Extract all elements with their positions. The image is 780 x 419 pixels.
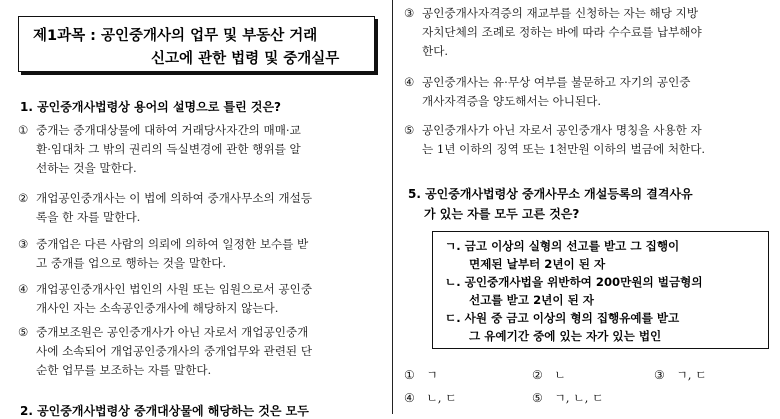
answer-choice-1: [404, 366, 438, 383]
answer-number: ②: [532, 368, 543, 382]
option-text-line: 순한 업무를 보조하는 자를 말한다.: [36, 363, 212, 377]
option-number: ③: [404, 6, 415, 20]
option-text-line: 환·임대차 그 밖의 권리의 득실변경에 관한 행위를 알: [36, 142, 301, 156]
answer-text: ㄴ, ㄷ: [426, 391, 457, 405]
subject-title-line2: 신고에 관한 법령 및 중개실무: [151, 51, 340, 67]
option-text-line: 개사자격증을 양도해서는 아니된다.: [422, 94, 602, 108]
option-number: ⑤: [404, 123, 415, 137]
option-number: ④: [18, 282, 29, 296]
question-5-title-line2: 가 있는 자를 모두 고른 것은?: [424, 207, 580, 221]
answer-choice-3: [654, 366, 707, 383]
answer-text: ㄱ, ㄷ: [676, 368, 707, 382]
question-5-conditions-box: [432, 231, 769, 349]
option-text-line: 자치단체의 조례로 정하는 바에 따라 수수료를 납부해야: [422, 25, 702, 39]
option-number: ③: [18, 237, 29, 251]
option-text-line: 한다.: [422, 44, 449, 58]
subject-title-box: [18, 16, 375, 72]
option-text-line: 록을 한 자를 말한다.: [36, 210, 141, 224]
option-text-line: 는 1년 이하의 징역 또는 1천만원 이하의 벌금에 처한다.: [422, 142, 706, 156]
subject-title-line1: 제1과목 : 공인중개사의 업무 및 부동산 거래: [33, 28, 318, 44]
option-text-line: 중개보조원은 공인중개사가 아닌 자로서 개업공인중개: [36, 325, 309, 339]
option-text-line: 중개는 중개대상물에 대하여 거래당사자간의 매매·교: [36, 123, 301, 137]
option-number: ④: [404, 75, 415, 89]
question-2-title-partial: 2. 공인중개사법령상 중개대상물에 해당하는 것은 모두: [20, 404, 309, 418]
condition-line: ㄷ. 사원 중 금고 이상의 형의 집행유예를 받고: [445, 311, 680, 325]
option-text-line: 공인중개사는 유·무상 여부를 불문하고 자기의 공인중: [422, 75, 691, 89]
answer-text: ㄱ, ㄴ, ㄷ: [554, 391, 604, 405]
condition-line: 면제된 날부터 2년이 된 자: [469, 257, 606, 271]
option-number: ⑤: [18, 325, 29, 339]
condition-line: 그 유예기간 중에 있는 자가 있는 법인: [469, 329, 662, 343]
answer-choice-2: [532, 366, 566, 383]
option-text-line: 사에 소속되어 개업공인중개사의 중개업무와 관련된 단: [36, 344, 313, 358]
option-text-line: 개사인 자는 소속공인중개사에 해당하지 않는다.: [36, 301, 279, 315]
option-number: ①: [18, 123, 29, 137]
option-text-line: 공인중개사자격증의 재교부를 신청하는 자는 해당 지방: [422, 6, 699, 20]
option-text-line: 개업공인중개사인 법인의 사원 또는 임원으로서 공인중: [36, 282, 313, 296]
answer-number: ⑤: [532, 391, 543, 405]
answer-text: ㄴ: [554, 368, 566, 382]
answer-number: ①: [404, 368, 415, 382]
option-text-line: 고 중개를 업으로 행하는 것을 말한다.: [36, 256, 227, 270]
option-text-line: 선하는 것을 말한다.: [36, 161, 137, 175]
answer-number: ③: [654, 368, 665, 382]
column-divider: [392, 0, 393, 414]
answer-choice-5: [532, 389, 604, 406]
right-column: [404, 0, 774, 414]
condition-line: 선고를 받고 2년이 된 자: [469, 293, 595, 307]
condition-line: ㄱ. 금고 이상의 실형의 선고를 받고 그 집행이: [445, 239, 680, 253]
option-text-line: 중개업은 다른 사람의 의뢰에 의하여 일정한 보수를 받: [36, 237, 309, 251]
question-5-title-line1: 5. 공인중개사법령상 중개사무소 개설등록의 결격사유: [408, 187, 693, 201]
option-number: ②: [18, 191, 29, 205]
answer-text: ㄱ: [426, 368, 438, 382]
condition-line: ㄴ. 공인중개사법을 위반하여 200만원의 벌금형의: [445, 275, 703, 289]
option-text-line: 개업공인중개사는 이 법에 의하여 중개사무소의 개설등: [36, 191, 313, 205]
answer-number: ④: [404, 391, 415, 405]
question-1-title: 1. 공인중개사법령상 용어의 설명으로 틀린 것은?: [20, 100, 282, 114]
left-column: [12, 0, 385, 418]
option-text-line: 공인중개사가 아닌 자로서 공인중개사 명칭을 사용한 자: [422, 123, 702, 137]
answer-choice-4: [404, 389, 457, 406]
